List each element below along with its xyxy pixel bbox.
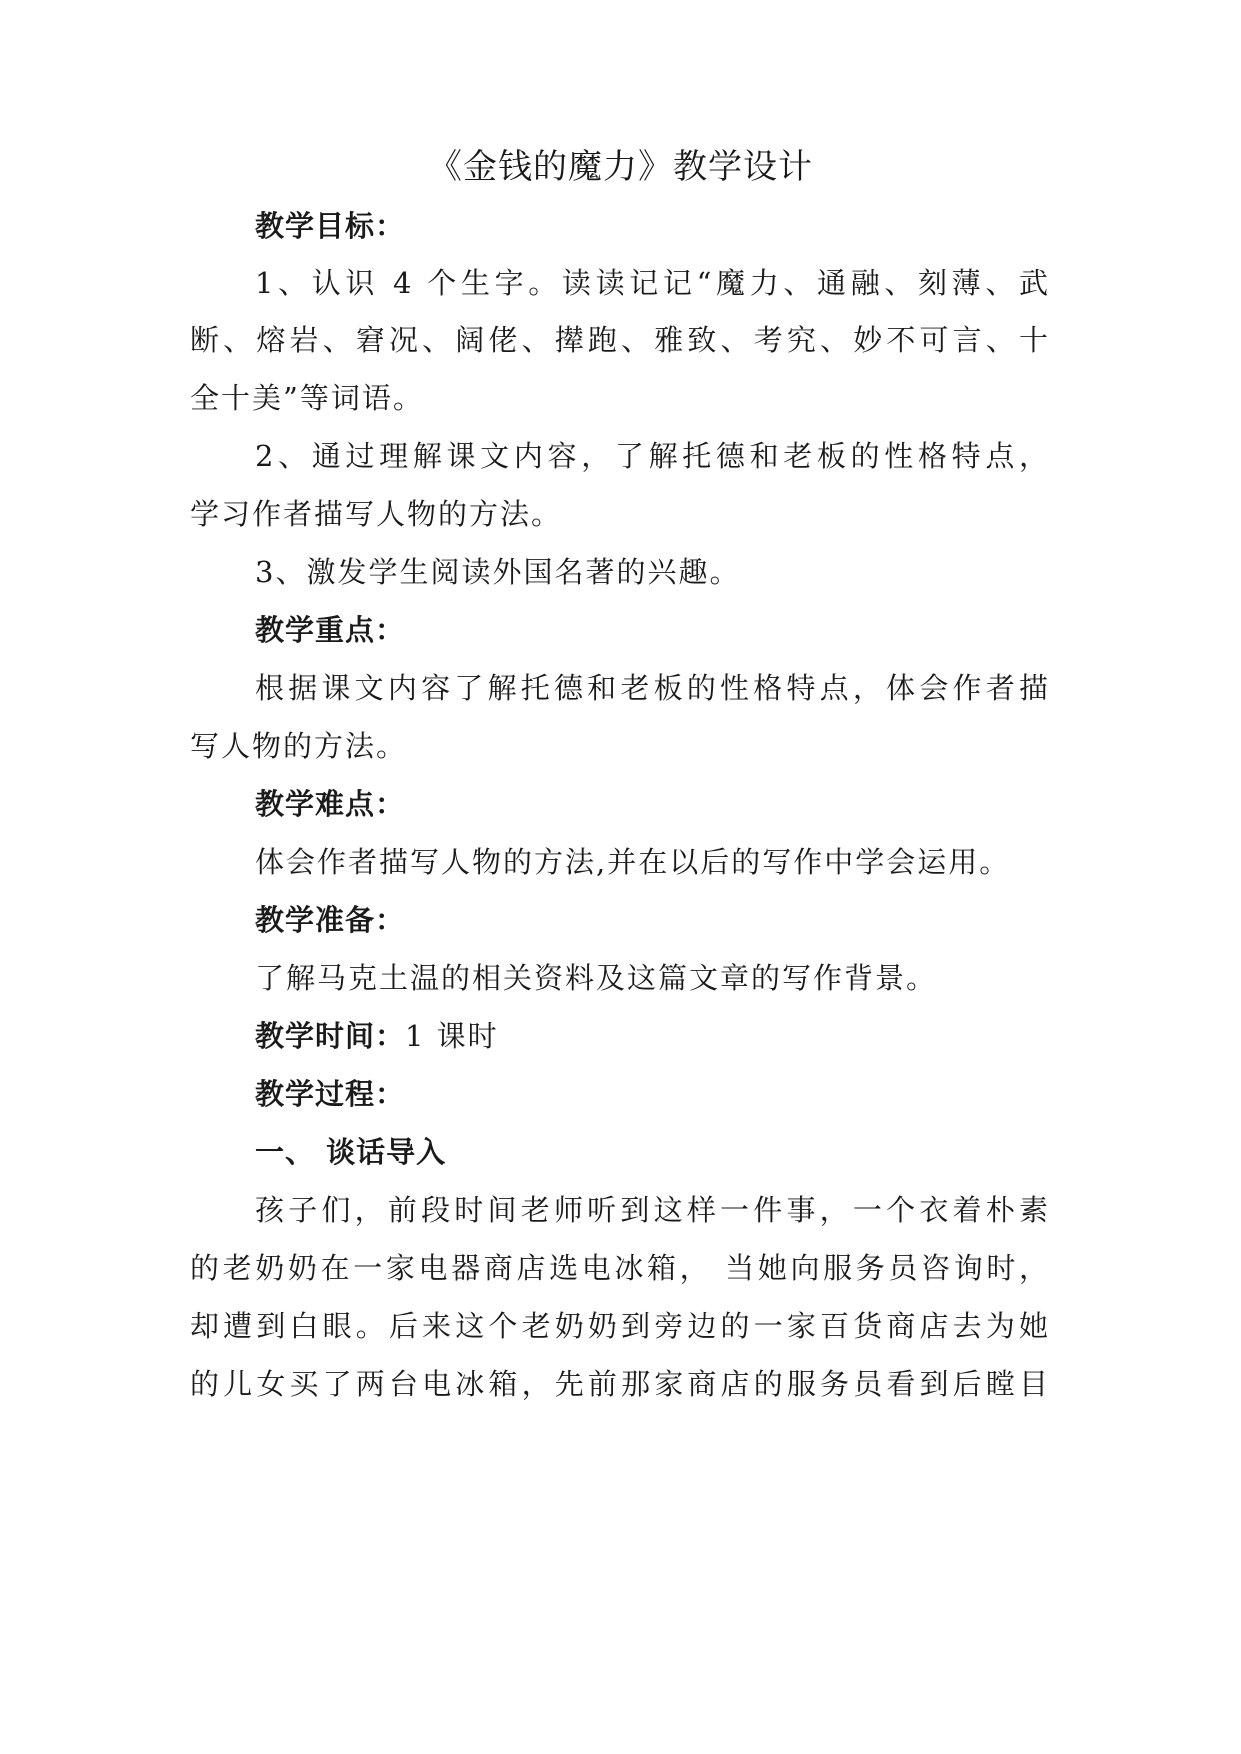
preparation-line-1: 了解马克土温的相关资料及这篇文章的写作背景。 [255,961,938,995]
section-1-line-4: 的儿女买了两台电冰箱，先前那家商店的服务员看到后瞠目 [190,1367,1050,1401]
preparation-heading: 教学准备： [255,903,406,937]
difficulty-heading: 教学难点： [255,787,406,821]
section-1-heading: 一、 谈话导入 [255,1135,447,1169]
objective-3-line-1: 3、激发学生阅读外国名著的兴趣。 [255,555,741,589]
time-heading: 教学时间： [255,1019,406,1053]
document-title: 《金钱的魔力》教学设计 [428,147,813,187]
section-1-line-2: 的老奶奶在一家电器商店选电冰箱， 当她向服务员咨询时， [190,1251,1050,1285]
objective-1-line-3: 全十美”等词语。 [190,381,424,415]
difficulty-line-1: 体会作者描写人物的方法,并在以后的写作中学会运用。 [255,845,1011,879]
time-line [255,1016,1050,1056]
section-1-line-3: 却遭到白眼。后来这个老奶奶到旁边的一家百货商店去为她 [190,1309,1050,1343]
key-points-heading: 教学重点： [255,613,406,647]
key-points-line-1: 根据课文内容了解托德和老板的性格特点，体会作者描 [255,671,1050,705]
objective-1-line-2: 断、熔岩、窘况、阔佬、撵跑、雅致、考究、妙不可言、十 [190,323,1050,357]
objective-2-line-1: 2、通过理解课文内容，了解托德和老板的性格特点， [255,439,1050,473]
time-value: 1 课时 [405,1019,499,1053]
process-heading: 教学过程： [255,1077,406,1111]
objective-1-line-1: 1、认识 4 个生字。读读记记“魔力、通融、刻薄、武 [255,266,1050,300]
objective-2-line-2: 学习作者描写人物的方法。 [190,497,563,531]
key-points-line-2: 写人物的方法。 [190,729,408,763]
objectives-heading: 教学目标： [255,209,406,243]
section-1-line-1: 孩子们，前段时间老师听到这样一件事，一个衣着朴素 [255,1193,1050,1227]
